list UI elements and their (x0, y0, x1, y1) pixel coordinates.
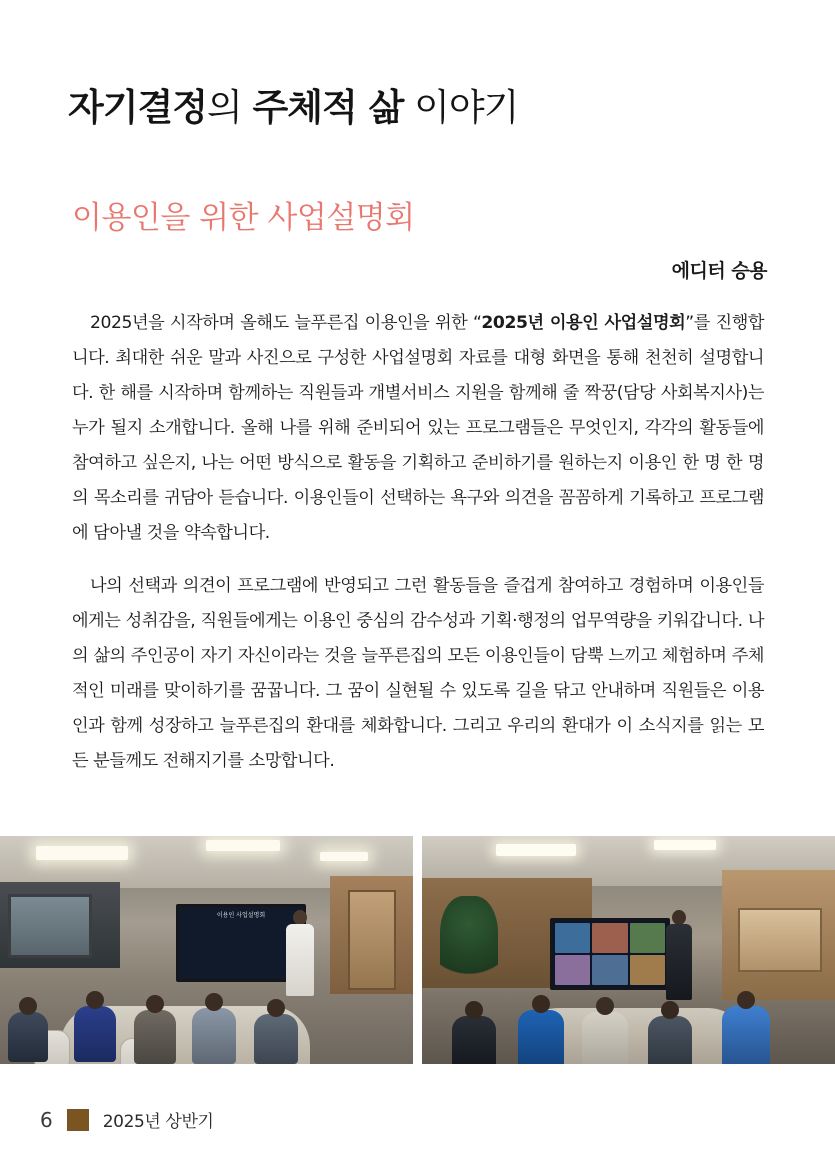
screen-image (183, 923, 299, 973)
seated-participants (0, 976, 413, 1064)
photo-presentation-room (0, 836, 413, 1064)
screen-tile (592, 923, 627, 953)
participant-head (86, 991, 104, 1009)
shelf (738, 908, 822, 972)
participant (254, 1014, 298, 1064)
ceiling-light (36, 846, 128, 860)
page-number: 6 (40, 1107, 53, 1132)
plant (440, 896, 498, 988)
title-part-2: 의 (206, 86, 253, 129)
title-part-4: 이야기 (403, 86, 519, 129)
participant-head (267, 999, 285, 1017)
screen-tile (630, 923, 665, 953)
participant-head (19, 997, 37, 1015)
paragraph-1-text: 2025년을 시작하며 올해도 늘푸른집 이용인을 위한 “2025년 이용인 사업설명회”를 진행합니다. 최대한 쉬운 말과 사진으로 구성한 사업설명회 자료를 대형 화면을 통해 천천히 설명합니다. 한 해를 시작하며 함께하는 직원들과 개별서비스 지원을 함께해 줄 짝꿍(담당 사회복지사)는 누가 될지 소개합니다. 올해 나를 위해 준비되어 있는 프로그램들은 무엇인지, 각각의 활동들에 참여하고 싶은지, 나는 어떤 방식으로 활동을 기획하고 준비하기를 원하는지 이용인 한 명 한 명의 목소리를 귀담아 듣습니다. 이용인들이 선택하는 욕구와 의견을 꼼꼼하게 기록하고 프로그램에 담아낼 것을 약속합니다. (72, 313, 765, 543)
participant-head (465, 1001, 483, 1019)
title-block (68, 88, 768, 129)
presenter-head (672, 910, 686, 925)
participant (518, 1010, 564, 1064)
title-part-3: 주체적 삶 (252, 86, 404, 129)
screen-tile (555, 923, 590, 953)
page-title (68, 88, 768, 129)
participant-head (532, 995, 550, 1013)
title-part-1: 자기결정 (68, 86, 207, 129)
article-body (72, 306, 764, 779)
editor-byline: 에디터 승용 (671, 260, 767, 282)
ceiling-light (654, 840, 716, 850)
ceiling-light (320, 852, 368, 861)
participant-head (205, 993, 223, 1011)
participant (74, 1006, 116, 1062)
participant (134, 1010, 176, 1064)
photo-video-screen-room (422, 836, 835, 1064)
ceiling-light (206, 840, 280, 851)
participant (192, 1008, 236, 1064)
paragraph-1 (72, 306, 764, 551)
participant (452, 1016, 496, 1064)
article-subtitle: 이용인을 위한 사업설명회 (72, 200, 415, 236)
seated-participants (422, 976, 835, 1064)
page-footer (40, 1107, 214, 1132)
issue-label: 2025년 상반기 (102, 1112, 214, 1132)
footer-mark-icon (67, 1109, 89, 1131)
participant (582, 1012, 628, 1064)
participant (8, 1012, 48, 1062)
programme-name: 2025년 이용인 사업설명회 (481, 313, 686, 333)
ceiling-light (496, 844, 576, 856)
participant (648, 1016, 692, 1064)
participant-head (596, 997, 614, 1015)
door (348, 890, 396, 990)
paragraph-2-text: 나의 선택과 의견이 프로그램에 반영되고 그런 활동들을 즐겁게 참여하고 경험하며 이용인들에게는 성취감을, 직원들에게는 이용인 중심의 감수성과 기획·행정의 업무역량을 키워갑니다. 나의 삶의 주인공이 자기 자신이라는 것을 늘푸른집의 모든 이용인들이 담뿍 느끼고 체험하며 주체적인 미래를 맞이하기를 꿈꿉니다. 그 꿈이 실현될 수 있도록 길을 닦고 안내하며 직원들은 이용인과 함께 성장하고 늘푸른집의 환대를 체화합니다. 그리고 우리의 환대가 이 소식지를 읽는 모든 분들께도 전해지기를 소망합니다. (72, 576, 764, 771)
participant (722, 1006, 770, 1064)
photo-row (0, 836, 835, 1064)
paragraph-2 (72, 569, 764, 779)
window (8, 894, 92, 958)
participant-head (737, 991, 755, 1009)
presenter-head (293, 910, 307, 925)
screen-caption: 이용인 사업설명회 (216, 912, 266, 919)
participant-head (146, 995, 164, 1013)
participant-head (661, 1001, 679, 1019)
